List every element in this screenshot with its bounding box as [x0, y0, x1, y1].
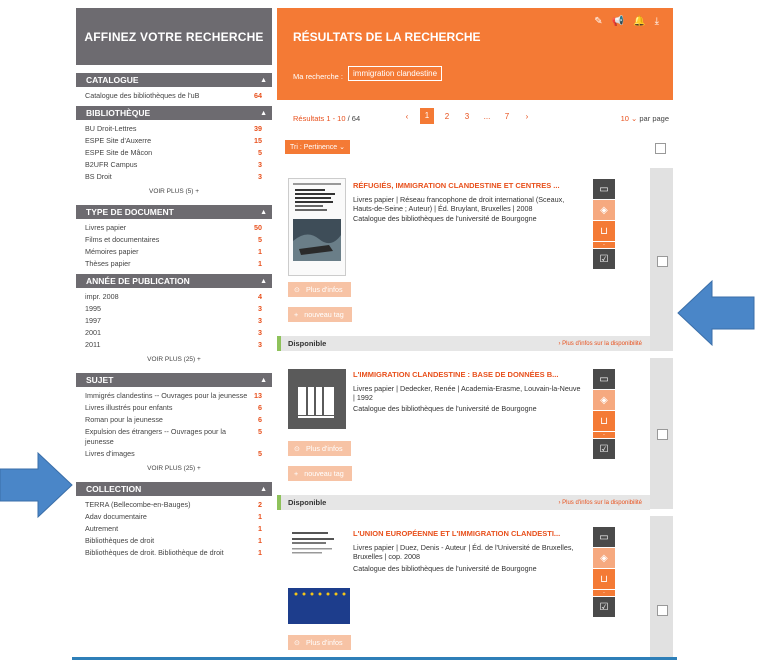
download-icon[interactable]: ⤓	[654, 16, 659, 27]
result-title-link[interactable]: RÉFUGIÉS, IMMIGRATION CLANDESTINE ET CENTRES ...	[353, 181, 560, 190]
prev-page-button[interactable]: ‹	[405, 111, 409, 121]
facet-item[interactable]	[76, 414, 272, 426]
basket-icon[interactable]: ⊔	[593, 569, 615, 589]
new-tag-button[interactable]: + nouveau tag	[288, 466, 352, 481]
chevron-up-icon[interactable]: ▲	[260, 208, 267, 216]
facet-item[interactable]	[76, 147, 272, 159]
per-page-select[interactable]: 10 ⌄ par page	[620, 114, 669, 123]
row-checkbox[interactable]	[657, 605, 668, 616]
result-catalog: Catalogue des bibliothèques de l'université de Bourgogne	[353, 564, 537, 573]
result-title-link[interactable]: L'UNION EUROPÉENNE ET L'IMMIGRATION CLANDESTI...	[353, 529, 561, 538]
row-checkbox[interactable]	[657, 256, 668, 267]
new-tag-button[interactable]: + nouveau tag	[288, 307, 352, 322]
facet-item-label: Livres papier	[85, 223, 127, 232]
facet-item-label: Adav documentaire	[85, 512, 147, 521]
sort-select[interactable]: Tri : Pertinence ⌄	[285, 140, 350, 154]
facet-sidebar	[76, 8, 272, 563]
facet-item-label: Livres illustrés pour enfants	[85, 403, 173, 412]
facet-item-count: 13	[254, 391, 262, 400]
facet-item-count: 6	[258, 403, 262, 412]
facet-item-count: 1	[258, 548, 262, 557]
checklist-icon[interactable]: ☑	[593, 597, 615, 617]
facet-item-count: 3	[258, 160, 262, 169]
result-description: Livres papier | Duez, Denis - Auteur | Éd. de l'Université de Bruxelles, Bruxelles | cop. 2008	[353, 543, 574, 561]
facet-item[interactable]	[76, 246, 272, 258]
facet-item[interactable]	[76, 291, 272, 303]
page-3-button[interactable]: 3	[464, 111, 470, 121]
facet-item-label: 2011	[85, 340, 101, 349]
result-title-link[interactable]: L'IMMIGRATION CLANDESTINE : BASE DE DONNÉES B...	[353, 370, 559, 379]
facet-item[interactable]	[76, 171, 272, 183]
basket-minus-icon[interactable]: -	[593, 590, 615, 596]
facet-item-label: Autrement	[85, 524, 119, 533]
facet-item-label: Bibliothèques de droit	[85, 536, 155, 545]
comment-icon[interactable]: ▭	[593, 179, 615, 199]
bell-icon[interactable]: 🔔	[633, 16, 646, 27]
facet-item-count: 2	[258, 500, 262, 509]
facet-item-count: 1	[258, 512, 262, 521]
facet-item[interactable]	[76, 90, 272, 102]
results-count: Résultats 1 - 10 / 64	[293, 114, 361, 123]
facet-item-count: 6	[258, 415, 262, 424]
facet-item[interactable]	[76, 547, 272, 559]
facet-item-count: 50	[254, 223, 262, 232]
facet-header[interactable]	[76, 106, 272, 120]
result-description: Livres papier | Dedecker, Renée | Academia-Erasme, Louvain-la-Neuve | 1992	[353, 384, 581, 402]
facet-item-label: Films et documentaires	[85, 235, 160, 244]
facet-item[interactable]	[76, 258, 272, 270]
facet-item-count: 1	[258, 247, 262, 256]
query-chip[interactable]: immigration clandestine	[348, 66, 442, 81]
result-catalog: Catalogue des bibliothèques de l'université de Bourgogne	[353, 214, 537, 223]
facet-item[interactable]	[76, 390, 272, 402]
tag-icon[interactable]: ✎	[594, 16, 603, 27]
facet-item-count: 64	[254, 91, 262, 100]
facet-item[interactable]	[76, 315, 272, 327]
comment-icon[interactable]: ▭	[593, 369, 615, 389]
facet-item[interactable]	[76, 222, 272, 234]
facet-title: COLLECTION	[86, 484, 142, 494]
page-ellipsis: ...	[483, 111, 491, 121]
facet-item[interactable]	[76, 303, 272, 315]
basket-icon[interactable]: ⊔	[593, 221, 615, 241]
facet-item-label: Livres d'images	[85, 449, 135, 458]
chevron-up-icon[interactable]: ▲	[260, 277, 267, 285]
show-more-link[interactable]: VOIR PLUS (25) +	[147, 356, 201, 363]
show-more-link[interactable]: VOIR PLUS (25) +	[147, 465, 201, 472]
facet-item-label: Mémoires papier	[85, 247, 139, 256]
checklist-icon[interactable]: ☑	[593, 439, 615, 459]
facet-item[interactable]	[76, 511, 272, 523]
facet-item-count: 1	[258, 524, 262, 533]
more-info-button[interactable]: ⊙ Plus d'infos	[288, 441, 351, 456]
page-2-button[interactable]: 2	[444, 111, 450, 121]
facet-item[interactable]	[76, 448, 272, 460]
facet-item[interactable]	[76, 135, 272, 147]
facet-item-count: 3	[258, 316, 262, 325]
facet-item-count: 4	[258, 292, 262, 301]
row-checkbox[interactable]	[657, 429, 668, 440]
more-info-button[interactable]: ⊙ Plus d'infos	[288, 282, 351, 297]
availability-link[interactable]: › Plus d'infos sur la disponibilité	[558, 340, 642, 347]
sidebar-title: AFFINEZ VOTRE RECHERCHE	[76, 8, 272, 65]
pagination	[397, 108, 537, 124]
facet-header[interactable]	[76, 274, 272, 288]
facet-item-count: 3	[258, 304, 262, 313]
left-arrow-icon	[676, 277, 756, 349]
facet-item-count: 15	[254, 136, 262, 145]
facet-item-label: Bibliothèques de droit. Bibliothèque de droit	[85, 548, 224, 557]
facet-item-label: Expulsion des étrangers -- Ouvrages pour la jeunesse	[85, 427, 227, 446]
tag-icon[interactable]: ◈	[593, 200, 615, 220]
facet-item-count: 1	[258, 536, 262, 545]
book-cover-image[interactable]	[288, 178, 346, 276]
facet-item-label: Immigrés clandestins -- Ouvrages pour la jeunesse	[85, 391, 248, 400]
facet-item[interactable]	[76, 339, 272, 351]
tag-icon[interactable]: ◈	[593, 390, 615, 410]
page-1-button[interactable]: 1	[420, 108, 434, 124]
facet-item-count: 5	[258, 449, 262, 458]
facet-item[interactable]	[76, 327, 272, 339]
facet-item[interactable]	[76, 535, 272, 547]
facet-item-label: TERRA (Bellecombe-en-Bauges)	[85, 500, 191, 509]
facet-title: CATALOGUE	[86, 75, 139, 85]
facet-title: SUJET	[86, 375, 114, 385]
facet-item-count: 3	[258, 328, 262, 337]
facet-header[interactable]	[76, 73, 272, 87]
chevron-up-icon[interactable]: ▲	[260, 376, 267, 384]
page-title: RÉSULTATS DE LA RECHERCHE	[293, 30, 481, 44]
facet-item-label: Catalogue des bibliothèques de l'uB	[85, 91, 200, 100]
chevron-up-icon[interactable]: ▲	[260, 76, 267, 84]
facet-item-label: 2001	[85, 328, 101, 337]
result-catalog: Catalogue des bibliothèques de l'université de Bourgogne	[353, 404, 537, 413]
facet-item-label: BU Droit-Lettres	[85, 124, 137, 133]
availability-status: Disponible	[288, 339, 327, 348]
availability-bar	[277, 336, 650, 351]
right-arrow-icon	[0, 450, 74, 520]
facet-item[interactable]	[76, 123, 272, 135]
facet-item-count: 5	[258, 148, 262, 157]
facet-item-label: 1997	[85, 316, 101, 325]
facet-title: BIBLIOTHÈQUE	[86, 108, 151, 118]
facet-item-label: ESPE Site d'Auxerre	[85, 136, 152, 145]
basket-minus-icon[interactable]: -	[593, 242, 615, 248]
facet-item-count: 3	[258, 172, 262, 181]
facet-item[interactable]	[76, 402, 272, 414]
facet-item-label: B2UFR Campus	[85, 160, 138, 169]
facet-header[interactable]	[76, 482, 272, 496]
availability-link[interactable]: › Plus d'infos sur la disponibilité	[558, 499, 642, 506]
facet-header[interactable]	[76, 373, 272, 387]
facet-item[interactable]	[76, 499, 272, 511]
facet-item[interactable]	[76, 159, 272, 171]
facet-item[interactable]	[76, 234, 272, 246]
facet-item-count: 1	[258, 259, 262, 268]
facet-item-label: Roman pour la jeunesse	[85, 415, 163, 424]
show-more-link[interactable]: VOIR PLUS (5) +	[148, 188, 200, 195]
results-header	[277, 8, 673, 100]
comment-icon[interactable]: ▭	[593, 527, 615, 547]
book-cover-image[interactable]	[288, 526, 346, 624]
select-all-checkbox[interactable]	[655, 143, 666, 154]
facet-item-count: 39	[254, 124, 262, 133]
facet-header[interactable]	[76, 205, 272, 219]
facet-item-label: ESPE Site de Mâcon	[85, 148, 153, 157]
more-info-button[interactable]: ⊙ Plus d'infos	[288, 635, 351, 650]
facet-item-count: 5	[258, 427, 262, 436]
megaphone-icon[interactable]: 📢	[611, 16, 625, 27]
pagination-bar	[277, 100, 673, 136]
facet-item-label: BS Droit	[85, 172, 112, 181]
basket-minus-icon[interactable]: -	[593, 432, 615, 438]
facet-item[interactable]	[76, 523, 272, 535]
availability-status: Disponible	[288, 498, 327, 507]
facet-item-label: impr. 2008	[85, 292, 119, 301]
query-label: Ma recherche :	[293, 72, 344, 81]
tag-icon[interactable]: ◈	[593, 548, 615, 568]
book-placeholder-icon[interactable]	[288, 369, 346, 429]
chevron-up-icon[interactable]: ▲	[260, 109, 267, 117]
facet-title: TYPE DE DOCUMENT	[86, 207, 174, 217]
facet-item-count: 3	[258, 340, 262, 349]
result-description: Livres papier | Réseau francophone de droit international (Sceaux, Hauts-de-Seine ; Auteur) | Éd. Bruylant, Bruxelles | 2008	[353, 195, 565, 213]
results-panel	[277, 8, 673, 136]
facet-item-label: Thèses papier	[85, 259, 131, 268]
facet-item-count: 5	[258, 235, 262, 244]
facet-title: ANNÉE DE PUBLICATION	[86, 276, 190, 286]
row-side	[650, 516, 673, 660]
basket-icon[interactable]: ⊔	[593, 411, 615, 431]
chevron-up-icon[interactable]: ▲	[260, 485, 267, 493]
checklist-icon[interactable]: ☑	[593, 249, 615, 269]
facet-item-label: 1995	[85, 304, 101, 313]
facet-item[interactable]	[76, 426, 272, 448]
page-7-button[interactable]: 7	[504, 111, 510, 121]
availability-bar	[277, 495, 650, 510]
next-page-button[interactable]: ›	[525, 111, 529, 121]
